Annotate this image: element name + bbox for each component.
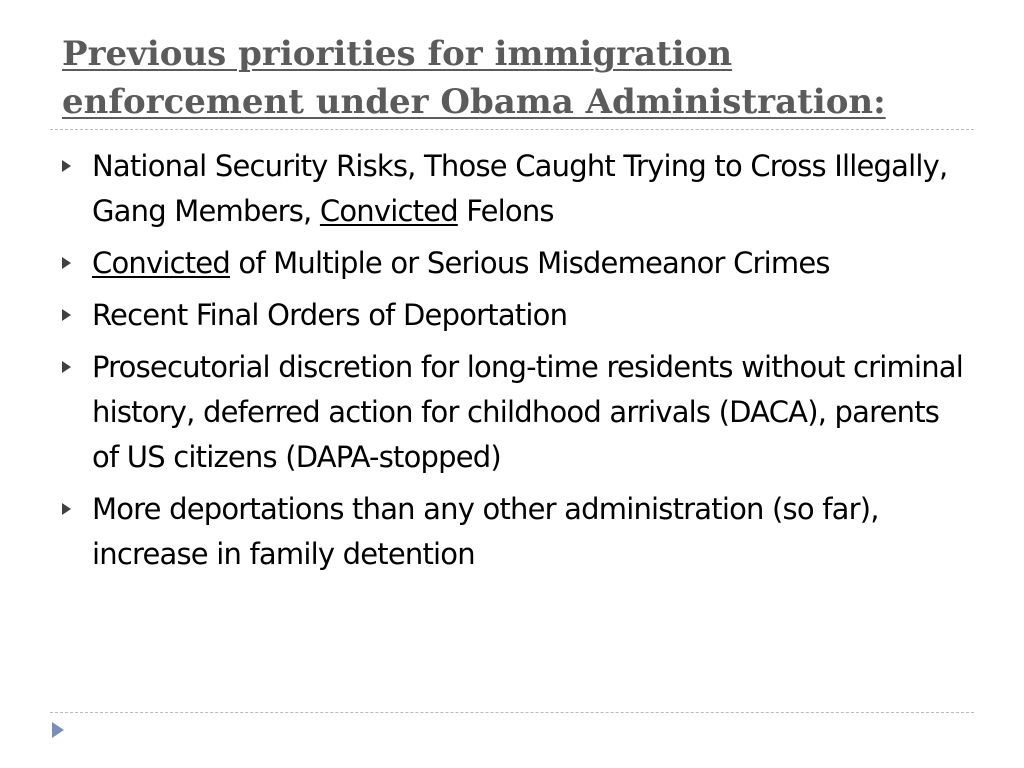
bullet-item-1 (58, 144, 968, 234)
triangle-right-icon (62, 257, 71, 269)
next-slide-icon[interactable] (52, 722, 64, 738)
footer-divider (50, 712, 974, 713)
bullet-1-underlined: Convicted (319, 194, 458, 228)
triangle-right-icon (62, 361, 71, 373)
bullet-2-text-post: of Multiple or Serious Misdemeanor Crimes (229, 246, 830, 280)
bullet-1-text-post: Felons (457, 194, 554, 228)
slide-title-line-1: Previous priorities for immigration (62, 34, 733, 74)
bullet-list (58, 144, 968, 584)
bullet-3-text: Recent Final Orders of Deportation (92, 298, 568, 332)
bullet-1-text-pre: National Security Risks, Those Caught Trying to Cross Illegally, Gang Members, (92, 149, 948, 228)
bullet-4-text: Prosecutorial discretion for long-time residents without criminal history, deferred action for childhood arrivals (DACA), parents of US citizens (DAPA-stopped) (92, 350, 964, 474)
slide-title (62, 30, 982, 126)
triangle-right-icon (62, 160, 71, 172)
slide-title-line-2: enforcement under Obama Administration: (62, 82, 886, 122)
bullet-item-5 (58, 487, 968, 577)
triangle-right-icon (62, 503, 71, 515)
bullet-item-3 (58, 293, 968, 338)
bullet-item-2 (58, 241, 968, 286)
bullet-2-underlined: Convicted (92, 246, 230, 280)
triangle-right-icon (62, 309, 71, 321)
bullet-item-4 (58, 345, 968, 480)
bullet-5-text: More deportations than any other administration (so far), increase in family detention (92, 492, 879, 571)
title-divider (50, 129, 974, 130)
